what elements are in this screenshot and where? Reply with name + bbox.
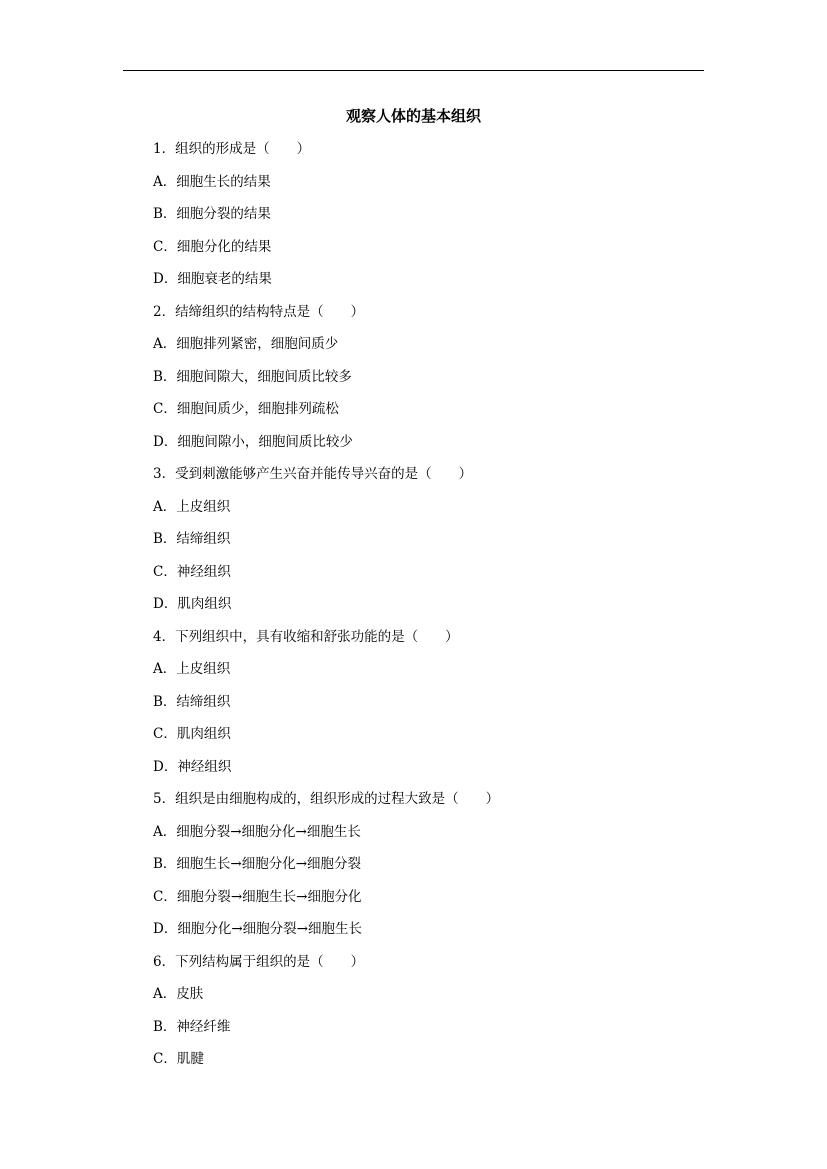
question-2-stem: 2．结缔组织的结构特点是（ ）: [153, 303, 365, 320]
question-1-option-b: B．细胞分裂的结果: [153, 206, 271, 222]
question-4-option-b: B．结缔组织: [153, 693, 231, 710]
question-2-option-c: C．细胞间质少，细胞排列疏松: [153, 401, 339, 417]
question-6-stem: 6．下列结构属于组织的是（ ）: [153, 953, 365, 970]
question-5-option-b: B．细胞生长→细胞分化→细胞分裂: [153, 856, 362, 872]
question-1-option-d: D．细胞衰老的结果: [153, 271, 272, 287]
question-6-option-a: A．皮肤: [153, 986, 204, 1002]
question-1-option-a: A．细胞生长的结果: [153, 173, 271, 190]
question-list: [153, 138, 713, 1081]
question-4-option-d: D．神经组织: [153, 758, 232, 775]
question-3-option-b: B．结缔组织: [153, 531, 231, 547]
question-5-stem: 5．组织是由细胞构成的，组织形成的过程大致是（ ）: [153, 791, 500, 807]
question-5-option-a: A．细胞分裂→细胞分化→细胞生长: [153, 823, 361, 840]
question-6-option-c: C．肌腱: [153, 1051, 204, 1067]
question-2-option-d: D．细胞间隙小，细胞间质比较少: [153, 433, 353, 450]
question-3-stem: 3．受到刺激能够产生兴奋并能传导兴奋的是（ ）: [153, 466, 473, 482]
question-1-stem: 1．组织的形成是（ ）: [153, 141, 311, 157]
question-3-option-c: C．神经组织: [153, 563, 231, 580]
page-title: 观察人体的基本组织: [345, 107, 481, 125]
question-5-option-c: C．细胞分裂→细胞生长→细胞分化: [153, 888, 362, 905]
question-1-option-c: C．细胞分化的结果: [153, 238, 272, 255]
question-5-option-d: D．细胞分化→细胞分裂→细胞生长: [153, 921, 362, 937]
question-4-stem: 4．下列组织中，具有收缩和舒张功能的是（ ）: [153, 628, 459, 645]
question-6-option-b: B．神经纤维: [153, 1018, 231, 1035]
question-3-option-a: A．上皮组织: [153, 498, 231, 515]
question-4-option-c: C．肌肉组织: [153, 726, 231, 742]
question-4-option-a: A．上皮组织: [153, 661, 231, 677]
question-3-option-d: D．肌肉组织: [153, 596, 232, 612]
question-2-option-b: B．细胞间隙大，细胞间质比较多: [153, 368, 352, 385]
question-2-option-a: A．细胞排列紧密，细胞间质少: [153, 336, 339, 352]
header-rule: [123, 70, 704, 71]
